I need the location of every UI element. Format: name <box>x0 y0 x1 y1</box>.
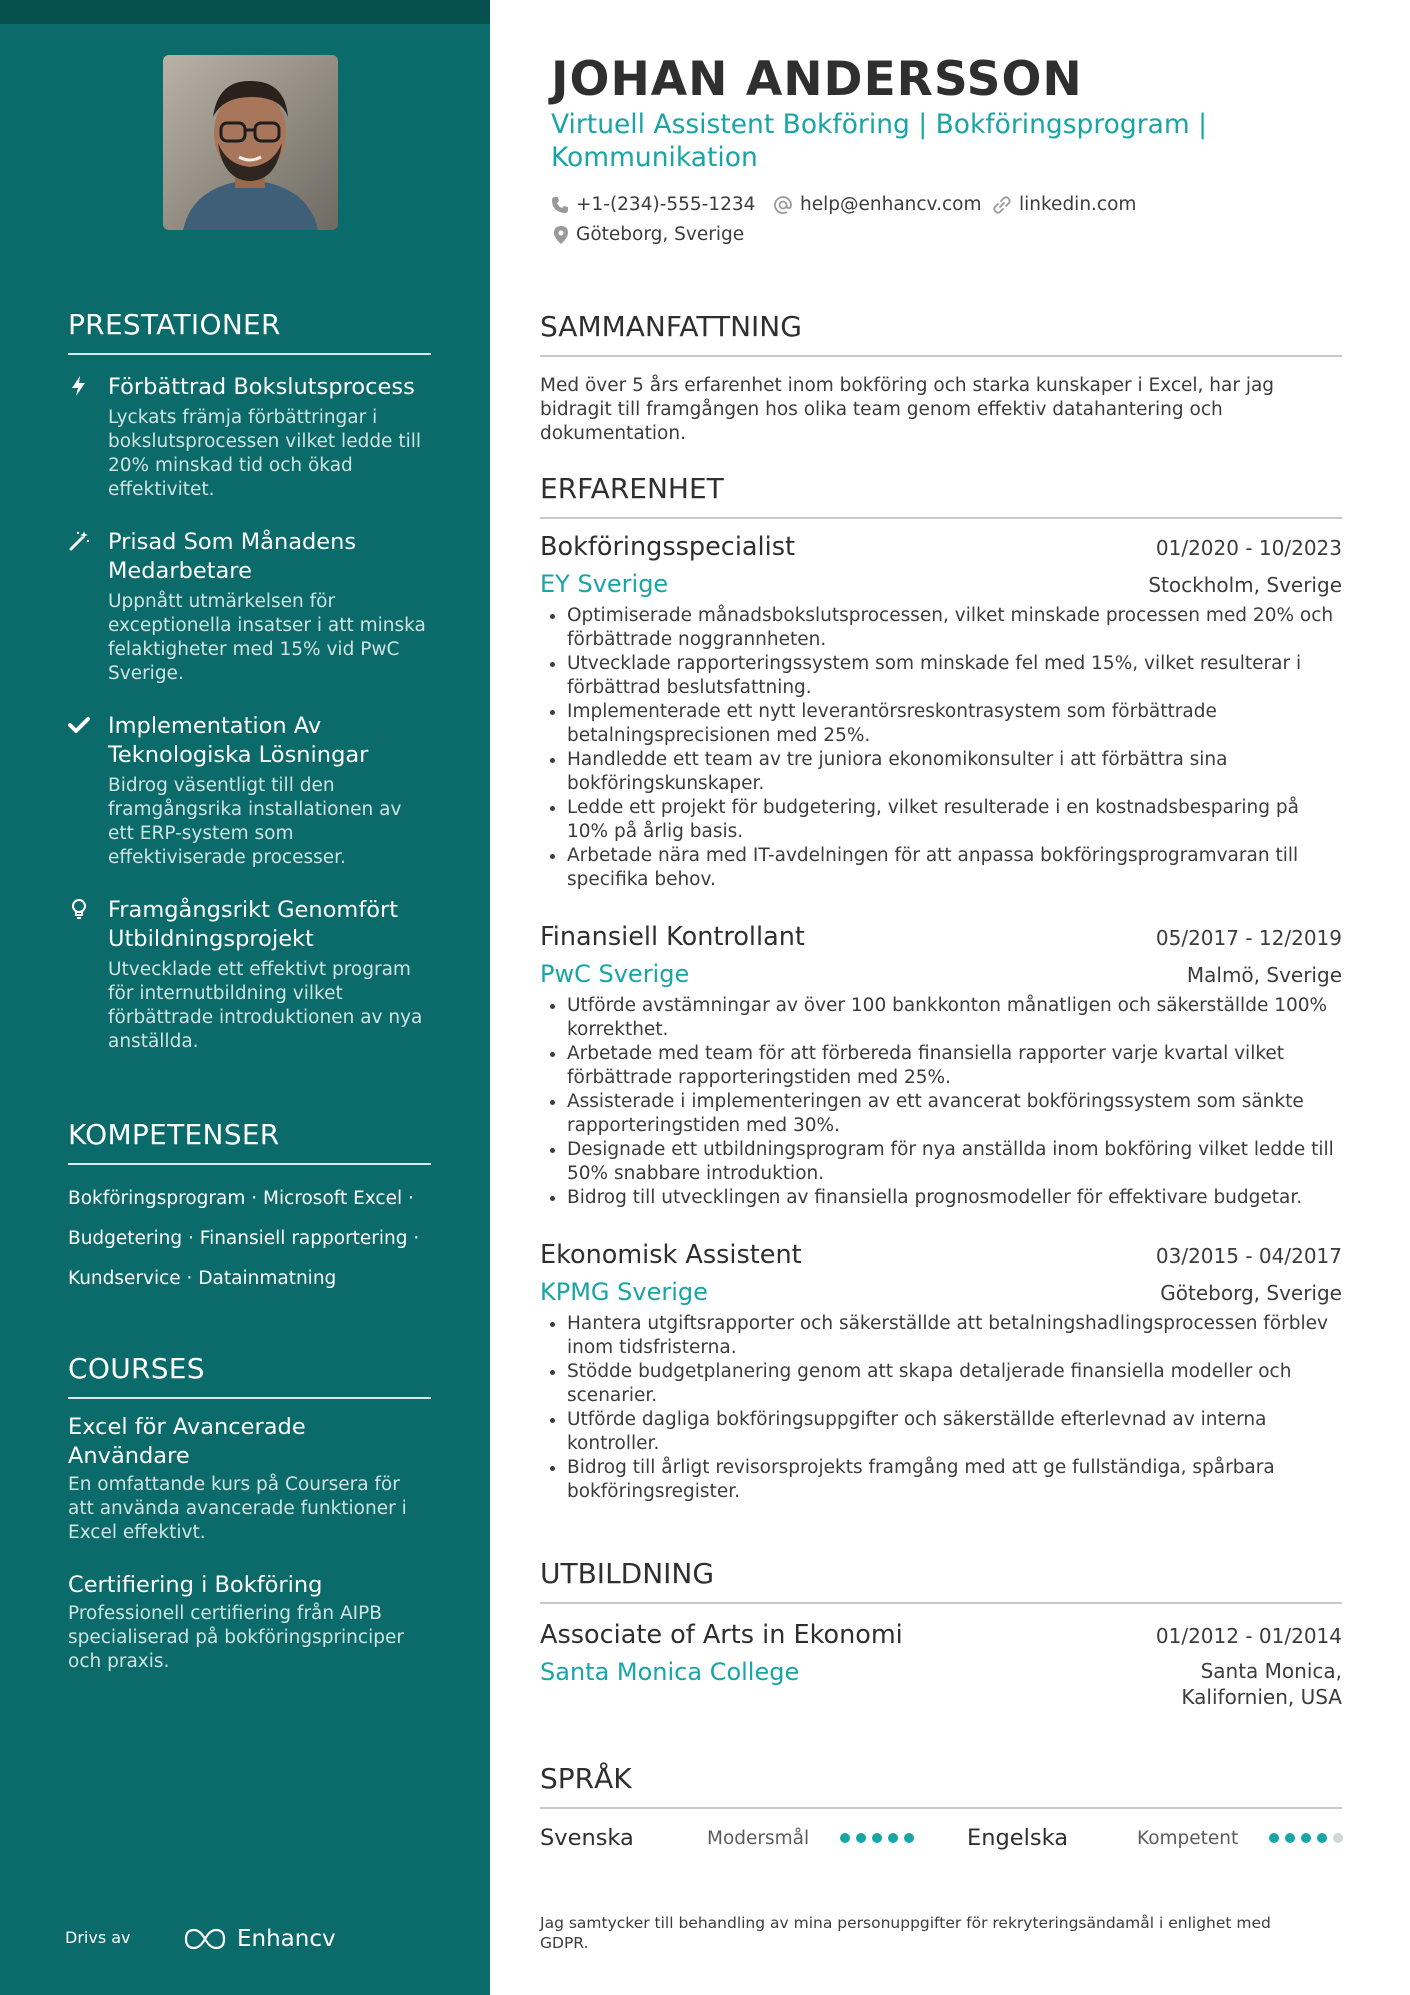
job-title: Bokföringsspecialist <box>540 532 795 562</box>
job-location: Malmö, Sverige <box>1186 963 1342 987</box>
job-bullet: • Bidrog till årligt revisorsprojekts framgång med att ge fullständiga, spårbara bokföringsregister. <box>567 1456 1342 1504</box>
rating-dot-filled <box>1285 1833 1295 1843</box>
job-bullet: • Optimiserade månadsbokslutsprocessen, vilket minskade processen med 20% och förbättrade noggrannheten. <box>567 604 1342 652</box>
achievement-item <box>68 373 431 502</box>
course-desc: En omfattande kurs på Coursera för att använda avancerade funktioner i Excel effektivt. <box>68 1474 407 1543</box>
gdpr-consent: Jag samtycker till behandling av mina personuppgifter för rekryteringsändamål i enlighet med GDPR. <box>540 1914 1271 1952</box>
enhancv-logo-text: Enhancv <box>237 1926 336 1952</box>
achievement-item <box>68 528 431 686</box>
skills-title: KOMPETENSER <box>68 1118 431 1165</box>
job-dates: 03/2015 - 04/2017 <box>1155 1244 1342 1268</box>
language-item <box>540 1825 914 1851</box>
job-company: KPMG Sverige <box>540 1278 708 1306</box>
sidebar <box>0 0 490 1995</box>
skills-section <box>68 1118 431 1299</box>
language-name: Engelska <box>967 1825 1068 1851</box>
job-bullet: • Bidrog till utvecklingen av finansiella prognosmodeller för effektivare budgetar. <box>567 1186 1342 1210</box>
achievements-title: PRESTATIONER <box>68 308 431 355</box>
job-bullet: • Arbetade med team för att förbereda finansiella rapporter varje kvartal vilket förbättrade rapporteringstiden med 25%. <box>567 1042 1342 1090</box>
job-title: Ekonomisk Assistent <box>540 1240 802 1270</box>
skills-line: Bokföringsprogram · Microsoft Excel · <box>68 1188 414 1209</box>
phone-icon <box>551 196 569 214</box>
skills-line: Budgetering · Finansiell rapportering · <box>68 1228 420 1249</box>
powered-by-label: Drivs av <box>65 1928 131 1947</box>
job-entry <box>540 532 1342 892</box>
rating-dot-filled <box>1301 1833 1311 1843</box>
education-dates: 01/2012 - 01/2014 <box>1155 1624 1342 1648</box>
achievement-title: Implementation Av Teknologiska Lösningar <box>108 713 369 768</box>
job-bullet: • Utförde dagliga bokföringsuppgifter och säkerställde efterlevnad av interna kontroller. <box>567 1408 1342 1456</box>
achievement-desc: Utvecklade ett effektivt program för internutbildning vilket förbättrade introduktionen av nya anställda. <box>108 959 423 1052</box>
rating-dot-filled <box>888 1833 898 1843</box>
job-company: PwC Sverige <box>540 960 690 988</box>
job-bullet: • Handledde ett team av tre juniora ekonomikonsulter i att förbättra sina bokföringskunskaper. <box>567 748 1342 796</box>
candidate-headline: Virtuell Assistent Bokföring | Bokföringsprogram | Kommunikation <box>551 109 1208 173</box>
achievement-title: Förbättrad Bokslutsprocess <box>108 374 415 400</box>
job-entry <box>540 1240 1342 1504</box>
skills-line: Kundservice · Datainmatning <box>68 1268 337 1289</box>
language-name: Svenska <box>540 1825 634 1851</box>
job-bullet: • Implementerade ett nytt leverantörsreskontrasystem som förbättrade betalningsprecisionen med 25%. <box>567 700 1342 748</box>
course-desc: Professionell certifiering från AIPB specialiserad på bokföringsprinciper och praxis. <box>68 1603 404 1672</box>
job-entry <box>540 922 1342 1210</box>
achievement-desc: Bidrog väsentligt till den framgångsrika installationen av ett ERP-system som effektiviserade processer. <box>108 775 402 868</box>
job-location: Stockholm, Sverige <box>1148 573 1342 597</box>
job-bullets <box>540 1312 1342 1504</box>
job-bullet: • Hantera utgiftsrapporter och säkerställde att betalningshadlingsprocessen förblev inom tidsfristerna. <box>567 1312 1342 1360</box>
summary-title: SAMMANFATTNING <box>540 310 1342 357</box>
courses-title: COURSES <box>68 1352 431 1399</box>
rating-dot-filled <box>856 1833 866 1843</box>
achievement-desc: Uppnått utmärkelsen för exceptionella insatser i att minska felaktigheter med 15% vid PwC Sverige. <box>108 591 426 684</box>
contact-email[interactable] <box>773 194 981 215</box>
candidate-name: JOHAN ANDERSSON <box>551 52 1083 107</box>
job-bullet: • Stödde budgetplanering genom att skapa detaljerade finansiella modeller och scenarier. <box>567 1360 1342 1408</box>
language-item <box>967 1825 1343 1851</box>
link-icon <box>992 195 1012 215</box>
job-bullet: • Arbetade nära med IT-avdelningen för att anpassa bokföringsprogramvaran till specifika behov. <box>567 844 1342 892</box>
rating-dot-filled <box>1317 1833 1327 1843</box>
location-text: Göteborg, Sverige <box>576 224 745 245</box>
magic-wand-icon <box>68 530 90 552</box>
achievement-title: Prisad Som Månadens Medarbetare <box>108 529 357 584</box>
languages-title: SPRÅK <box>540 1762 1342 1809</box>
contact-linkedin[interactable] <box>992 194 1136 215</box>
rating-dot-filled <box>872 1833 882 1843</box>
degree-title: Associate of Arts in Ekonomi <box>540 1620 903 1650</box>
enhancv-logo[interactable] <box>183 1926 336 1952</box>
language-level: Kompetent <box>1137 1827 1239 1849</box>
at-icon <box>773 195 793 215</box>
language-rating <box>1269 1833 1343 1843</box>
job-dates: 01/2020 - 10/2023 <box>1155 536 1342 560</box>
job-bullet: • Designade ett utbildningsprogram för nya anställda inom bokföring vilket ledde till 50% snabbare introduktion. <box>567 1138 1342 1186</box>
rating-dot-empty <box>1333 1833 1343 1843</box>
school-name: Santa Monica College <box>540 1658 800 1686</box>
rating-dot-filled <box>840 1833 850 1843</box>
skills-list <box>68 1179 431 1299</box>
job-location: Göteborg, Sverige <box>1160 1281 1342 1305</box>
job-bullets <box>540 994 1342 1210</box>
job-bullet: • Assisterade i implementeringen av ett avancerat bokföringssystem som sänkte rapporteringstiden med 30%. <box>567 1090 1342 1138</box>
education-location-line: Santa Monica, <box>1200 1659 1342 1683</box>
job-bullet: • Utförde avstämningar av över 100 bankkonton månatligen och säkerställde 100% korrekthet. <box>567 994 1342 1042</box>
sidebar-top-band <box>0 0 490 24</box>
checkmark-icon <box>68 714 90 736</box>
rating-dot-filled <box>904 1833 914 1843</box>
rating-dot-filled <box>1269 1833 1279 1843</box>
achievement-title: Framgångsrikt Genomfört Utbildningsprojekt <box>108 897 399 952</box>
lightbulb-icon <box>68 898 90 920</box>
linkedin-text: linkedin.com <box>1019 194 1137 215</box>
job-bullet: • Ledde ett projekt för budgetering, vilket resulterade i en kostnadsbesparing på 10% på årlig basis. <box>567 796 1342 844</box>
education-entry <box>540 1620 1342 1710</box>
courses-section <box>68 1352 431 1700</box>
lightning-icon <box>68 375 90 397</box>
achievements-section <box>68 308 431 1080</box>
location-pin-icon <box>553 225 569 245</box>
course-title: Excel för Avancerade Användare <box>68 1414 306 1469</box>
education-location <box>1181 1658 1342 1710</box>
education-location-line: Kalifornien, USA <box>1181 1685 1342 1709</box>
achievement-item <box>68 712 431 870</box>
achievement-item <box>68 896 431 1054</box>
job-dates: 05/2017 - 12/2019 <box>1155 926 1342 950</box>
contact-phone[interactable] <box>551 194 755 215</box>
profile-photo <box>163 55 338 230</box>
summary-text: Med över 5 års erfarenhet inom bokföring och starka kunskaper i Excel, har jag bidragit till framgången hos olika team genom effektiv datahantering och dokumentation. <box>540 375 1275 444</box>
language-level: Modersmål <box>707 1827 810 1849</box>
email-text: help@enhancv.com <box>800 194 982 215</box>
job-company: EY Sverige <box>540 570 669 598</box>
phone-text: +1-(234)-555-1234 <box>576 194 756 215</box>
achievement-desc: Lyckats främja förbättringar i bokslutsprocessen vilket ledde till 20% minskad tid och ökad effektivitet. <box>108 407 421 500</box>
language-rating <box>840 1833 914 1843</box>
course-item <box>68 1571 431 1674</box>
job-bullets <box>540 604 1342 892</box>
job-bullet: • Utvecklade rapporteringssystem som minskade fel med 15%, vilket resulterar i förbättrad beslutsfattning. <box>567 652 1342 700</box>
contact-location <box>553 224 744 245</box>
enhancv-logo-icon <box>183 1927 227 1951</box>
course-title: Certifiering i Bokföring <box>68 1572 323 1598</box>
job-title: Finansiell Kontrollant <box>540 922 805 952</box>
education-title: UTBILDNING <box>540 1557 1342 1604</box>
course-item <box>68 1413 431 1545</box>
experience-title: ERFARENHET <box>540 472 1342 519</box>
